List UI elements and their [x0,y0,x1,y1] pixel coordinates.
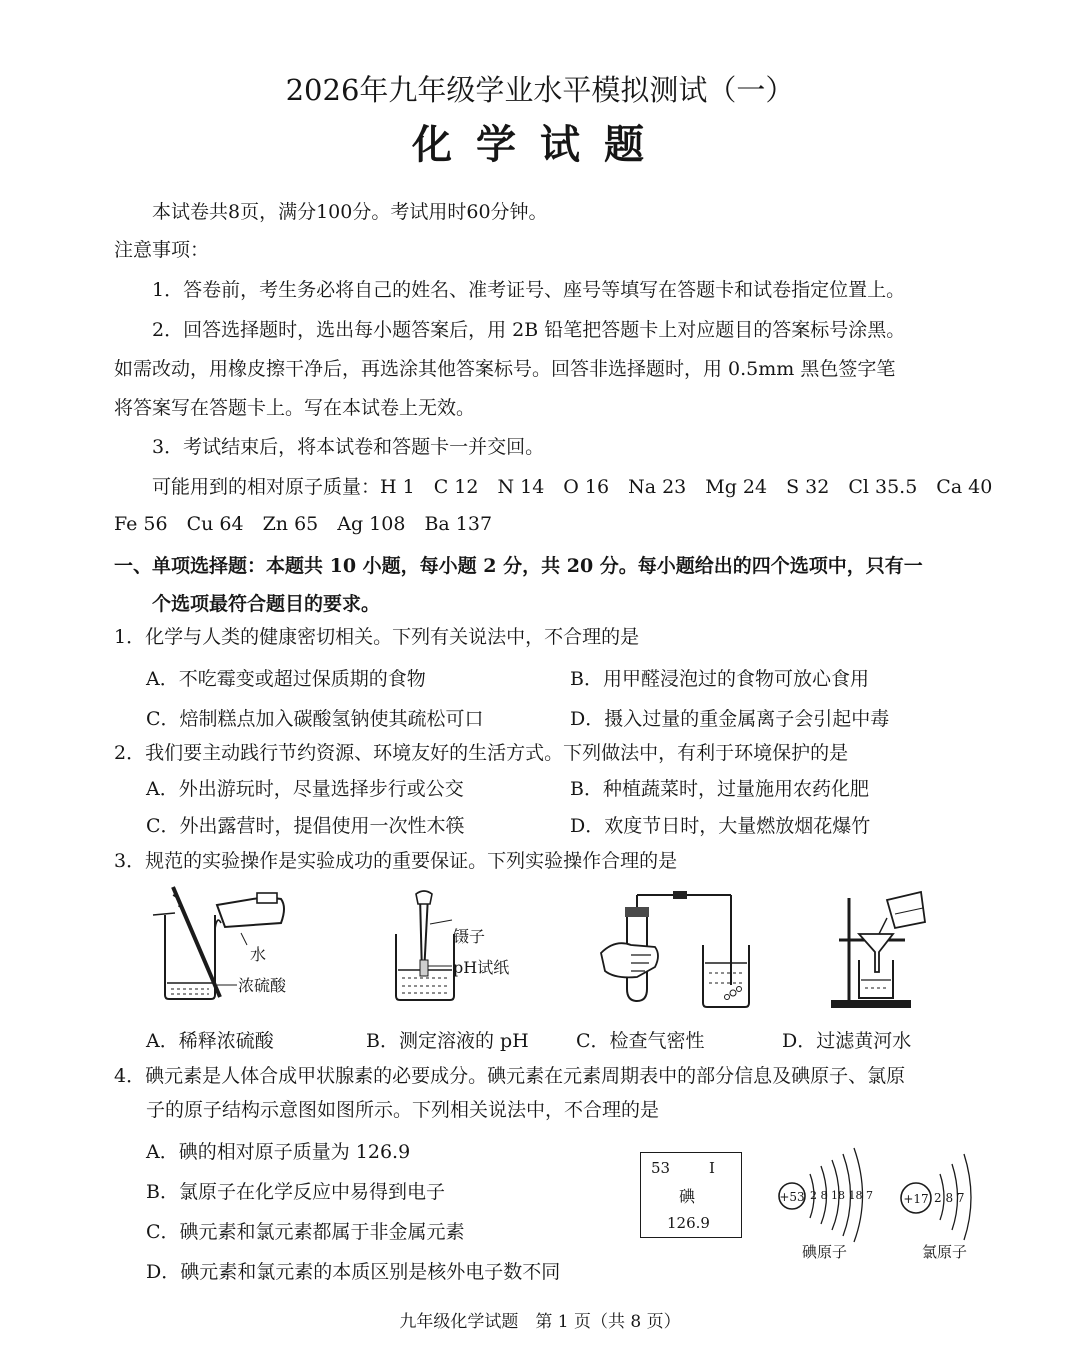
note-2-line-1: 2．回答选择题时，选出每小题答案后，用 2B 铅笔把答题卡上对应题目的答案标号涂黑。 [152,319,906,341]
label-water: 水 [250,945,267,964]
question-1-stem: 1．化学与人类的健康密切相关。下列有关说法中，不合理的是 [114,626,640,648]
q3-option-b: B．测定溶液的 pH [366,1030,529,1052]
figure-airtightness [595,885,765,1010]
chlorine-atom-label: 氯原子 [922,1243,968,1261]
section-1-heading: 一、单项选择题：本题共 10 小题，每小题 2 分，共 20 分。每小题给出的四个选项中，只有一 [114,555,923,577]
element-card-iodine [640,1152,742,1238]
element-atomic-number: 53 [651,1159,671,1177]
figure-ph-test [390,890,510,1010]
note-2-line-2: 如需改动，用橡皮擦干净后，再选涂其他答案标号。回答非选择题时，用 0.5mm 黑色签字笔 [114,358,896,380]
q2-option-d: D．欢度节日时，大量燃放烟花爆竹 [570,815,871,837]
q4-option-b: B．氯原子在化学反应中易得到电子 [146,1181,445,1203]
q1-option-d: D．摄入过量的重金属离子会引起中毒 [570,708,890,730]
question-2-stem: 2．我们要主动践行节约资源、环境友好的生活方式。下列做法中，有利于环境保护的是 [114,742,849,764]
exam-summary: 本试卷共8页，满分100分。考试用时60分钟。 [152,201,548,223]
element-atomic-mass: 126.9 [667,1214,710,1232]
note-2-line-3: 将答案写在答题卡上。写在本试卷上无效。 [114,397,476,419]
element-symbol: I [709,1159,715,1177]
note-1: 1．答卷前，考生务必将自己的姓名、准考证号、座号等填写在答题卡和试卷指定位置上。 [152,279,906,301]
q2-option-b: B．种植蔬菜时，过量施用农药化肥 [570,778,869,800]
subject-title: 化学试题 [412,121,668,168]
chlorine-nucleus: +17 [903,1192,929,1206]
q2-option-c: C．外出露营时，提倡使用一次性木筷 [146,815,465,837]
atomic-masses-line-2: Fe 56 Cu 64 Zn 65 Ag 108 Ba 137 [114,513,493,535]
label-ph-paper: pH试纸 [453,958,510,977]
label-concentrated-acid: 浓硫酸 [238,976,287,995]
page-footer: 九年级化学试题 第 1 页（共 8 页） [399,1312,681,1332]
q1-option-c: C．焙制糕点加入碳酸氢钠使其疏松可口 [146,708,484,730]
question-4-stem-line-2: 子的原子结构示意图如图所示。下列相关说法中，不合理的是 [146,1099,660,1121]
section-1-heading-cont: 个选项最符合题目的要求。 [152,593,381,615]
notes-heading: 注意事项： [114,239,210,261]
q4-option-d: D．碘元素和氯元素的本质区别是核外电子数不同 [146,1261,561,1283]
question-3-stem: 3．规范的实验操作是实验成功的重要保证。下列实验操作合理的是 [114,850,678,872]
q3-option-a: A．稀释浓硫酸 [146,1030,274,1052]
iodine-atom-label: 碘原子 [802,1243,848,1261]
question-4-stem-line-1: 4．碘元素是人体合成甲状腺素的必要成分。碘元素在元素周期表中的部分信息及碘原子、氯原 [114,1065,906,1087]
q1-option-a: A．不吃霉变或超过保质期的食物 [146,668,426,690]
q3-option-c: C．检查气密性 [576,1030,705,1052]
q4-option-c: C．碘元素和氯元素都属于非金属元素 [146,1221,465,1243]
note-3: 3．考试结束后，将本试卷和答题卡一并交回。 [152,436,545,458]
iodine-nucleus: +53 [779,1190,805,1204]
chlorine-shells: 2 8 7 [934,1191,965,1205]
element-name: 碘 [679,1187,696,1206]
q4-option-a: A．碘的相对原子质量为 126.9 [146,1141,411,1163]
q1-option-b: B．用甲醛浸泡过的食物可放心食用 [570,668,869,690]
exam-title: 2026年九年级学业水平模拟测试（一） [285,73,795,107]
q3-option-d: D．过滤黄河水 [782,1030,912,1052]
atomic-masses-line-1: 可能用到的相对原子质量：H 1 C 12 N 14 O 16 Na 23 Mg 24 S 32 Cl 35.5 Ca 40 [152,476,993,498]
label-tweezers: 镊子 [453,927,486,946]
iodine-shells: 2 8 18 18 7 [810,1189,873,1202]
figure-filtration [825,888,935,1013]
q2-option-a: A．外出游玩时，尽量选择步行或公交 [146,778,464,800]
